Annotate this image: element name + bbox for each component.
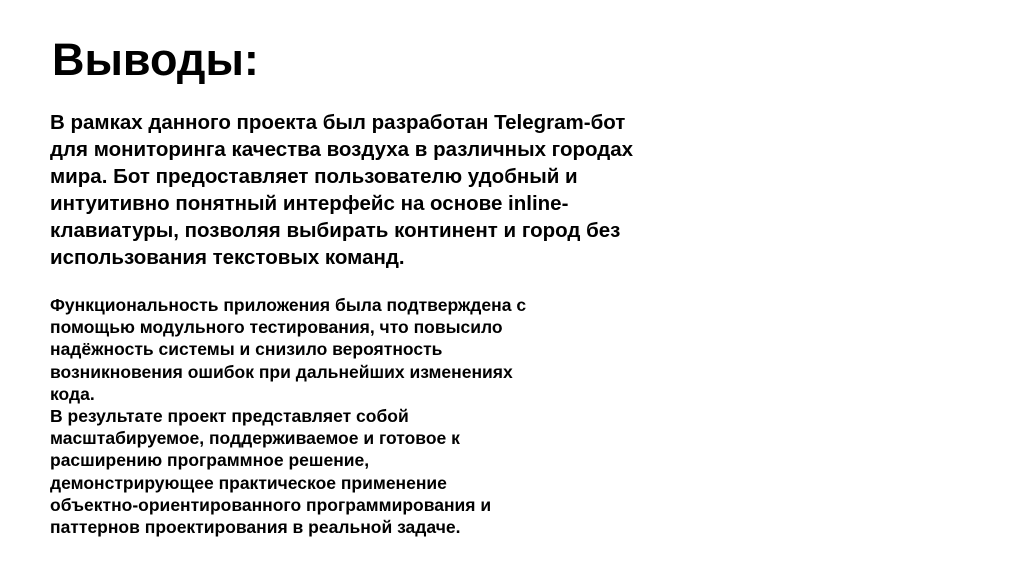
summary-line: клавиатуры, позволяя выбирать континент и город без bbox=[50, 219, 621, 242]
summary-line: для мониторинга качества воздуха в различных городах bbox=[50, 138, 634, 161]
details-paragraph bbox=[50, 294, 590, 538]
details-line: помощью модульного тестирования, что повысило bbox=[50, 317, 503, 338]
details-line: паттернов проектирования в реальной задаче. bbox=[50, 517, 461, 538]
details-line: кода. bbox=[50, 383, 95, 404]
summary-paragraph bbox=[50, 109, 690, 271]
summary-line: использования текстовых команд. bbox=[50, 246, 405, 269]
summary-line: мира. Бот предоставляет пользователю удобный и bbox=[50, 165, 578, 188]
summary-line: интуитивно понятный интерфейс на основе inline- bbox=[50, 192, 569, 215]
details-line: масштабируемое, поддерживаемое и готовое к bbox=[50, 428, 460, 449]
details-line: расширению программное решение, bbox=[50, 450, 370, 471]
details-line: объектно-ориентированного программирования и bbox=[50, 494, 492, 515]
details-line: надёжность системы и снизило вероятность bbox=[50, 339, 443, 360]
details-line: демонстрирующее практическое применение bbox=[50, 472, 447, 493]
details-line: В результате проект представляет собой bbox=[50, 406, 409, 427]
details-line: возникновения ошибок при дальнейших изменениях bbox=[50, 361, 513, 382]
summary-line: В рамках данного проекта был разработан Telegram-бот bbox=[50, 111, 626, 134]
slide-title: Выводы: bbox=[52, 34, 259, 85]
details-line: Функциональность приложения была подтверждена с bbox=[50, 295, 527, 315]
